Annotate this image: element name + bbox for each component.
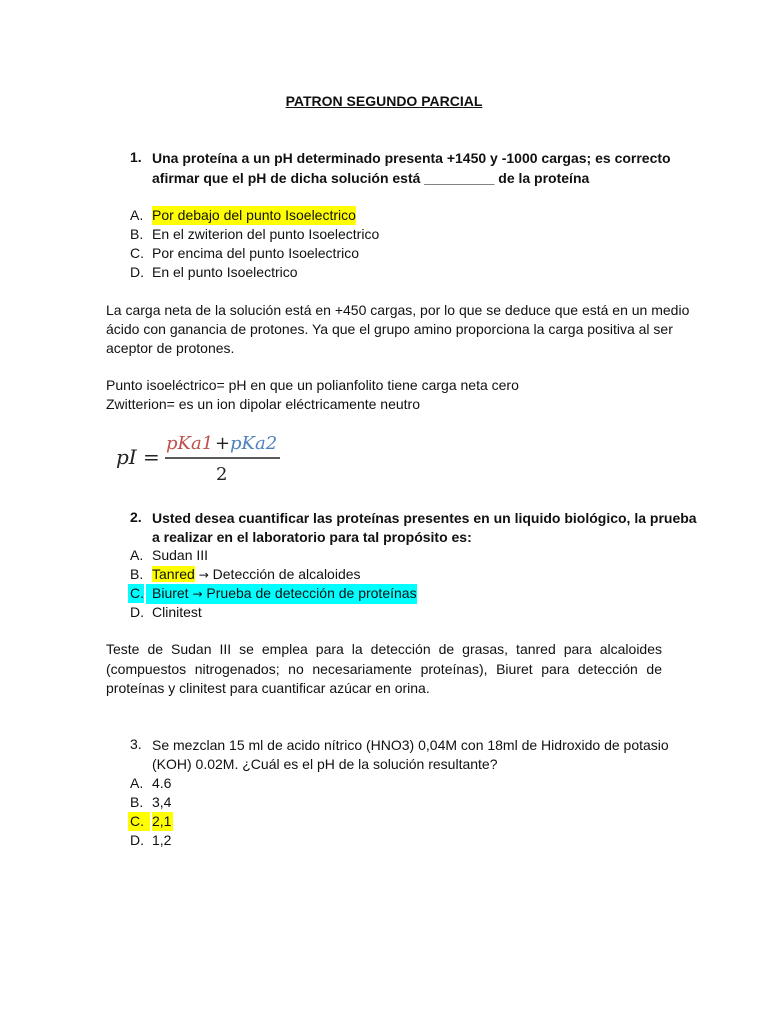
page-title: PATRON SEGUNDO PARCIAL — [285, 93, 483, 109]
option-detail-text: Prueba de detección de proteínas — [206, 585, 417, 601]
option-text-correct: Por debajo del punto Isoelectrico — [152, 207, 356, 223]
arrow-icon: → — [198, 568, 209, 582]
question-text-line: a realizar en el laboratorio para tal propósito es: — [152, 529, 472, 545]
option-letter: A. — [130, 547, 144, 563]
explanation-paragraph — [106, 640, 662, 699]
question-text-line: afirmar que el pH de dicha solución está _________ de la proteína — [152, 170, 590, 186]
arrow-icon: → — [192, 587, 203, 601]
explanation-line: (compuestos nitrogenados; no necesariamente proteínas), Biuret para detección de — [106, 660, 662, 677]
option-text: En el zwiterion del punto Isoelectrico — [152, 226, 380, 242]
option-letter: C. — [130, 585, 144, 601]
formula-term1: pKa1 — [166, 433, 214, 454]
explanation-line: ácido con ganancia de protones. Ya que el grupo amino proporciona la carga positiva al ser — [106, 321, 673, 337]
question-text-line: Se mezclan 15 ml de acido nítrico (HNO3) 0,04M con 18ml de Hidroxido de potasio — [152, 737, 669, 753]
option-letter: A. — [130, 207, 144, 223]
formula-term2: pKa2 — [230, 433, 278, 454]
question-text-line: Una proteína a un pH determinado presenta +1450 y -1000 cargas; es correcto — [152, 150, 671, 166]
option-main-text: Tanred — [152, 566, 195, 582]
option-letter: D. — [130, 604, 144, 620]
definition-isoelectric: Punto isoeléctrico= pH en que un polianfolito tiene carga neta cero — [106, 377, 519, 393]
formula-plus: + — [215, 433, 231, 454]
option-text: En el punto Isoelectrico — [152, 264, 298, 280]
option-letter: B. — [130, 794, 144, 810]
question-text-line: Usted desea cuantificar las proteínas presentes en un liquido biológico, la prueba — [152, 510, 697, 526]
option-letter: B. — [130, 566, 144, 582]
option-detail-text: Detección de alcaloides — [212, 566, 361, 582]
pi-formula — [108, 418, 284, 488]
definition-zwitterion: Zwitterion= es un ion dipolar eléctricamente neutro — [106, 396, 421, 412]
option-letter: D. — [130, 264, 144, 280]
option-text: Por encima del punto Isoelectrico — [152, 245, 359, 261]
option-main-text: Biuret — [152, 585, 189, 601]
question-number: 3. — [130, 736, 142, 752]
question-number: 1. — [130, 149, 142, 165]
option-letter: C. — [130, 245, 144, 261]
option-text-correct — [146, 584, 417, 604]
option-letter: A. — [130, 775, 144, 791]
formula-denominator: 2 — [216, 464, 228, 485]
option-letter: D. — [130, 832, 144, 848]
option-text: 1,2 — [152, 832, 172, 848]
pi-formula-svg — [108, 418, 284, 488]
option-text: 4.6 — [152, 775, 172, 791]
formula-lhs: pI = — [116, 445, 160, 469]
option-letter: C. — [128, 812, 150, 831]
explanation-line: aceptor de protones. — [106, 340, 235, 356]
option-letter: B. — [130, 226, 144, 242]
option-text: 3,4 — [152, 794, 172, 810]
explanation-line: proteínas y clinitest para cuantificar azúcar en orina. — [106, 680, 430, 696]
question-text-line: (KOH) 0.02M. ¿Cuál es el pH de la solución resultante? — [152, 756, 498, 772]
explanation-line: Teste de Sudan III se emplea para la detección de grasas, tanred para alcaloides — [106, 641, 662, 657]
explanation-line: La carga neta de la solución está en +450 cargas, por lo que se deduce que está en un medio — [106, 302, 690, 318]
option-text-correct: 2,1 — [152, 813, 172, 829]
option-text: Sudan III — [152, 547, 209, 563]
option-text: Clinitest — [152, 604, 202, 620]
question-number: 2. — [130, 509, 142, 525]
